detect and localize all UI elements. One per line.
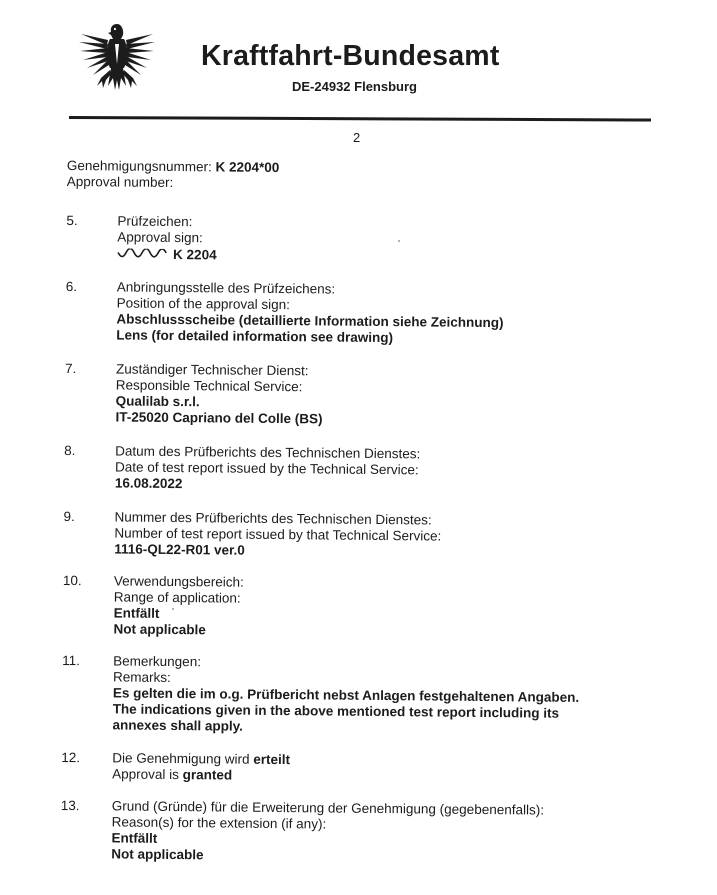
item-number: 12. (61, 749, 81, 766)
item-number: 6. (65, 278, 78, 295)
label-en: Approval sign: (117, 229, 203, 246)
value-line: Not applicable (111, 846, 204, 863)
item-7 (0, 360, 715, 427)
decision-de (112, 750, 290, 768)
decision-en-prefix: Approval is (112, 766, 183, 783)
label-en: Number of test report issued by that Technical Service: (114, 525, 442, 544)
item-11 (0, 652, 712, 734)
item-number: 7. (64, 360, 77, 377)
decision-en-value: granted (182, 767, 233, 783)
value-line: 16.08.2022 (114, 475, 183, 492)
label-de: Verwendungsbereich: (113, 573, 244, 590)
label-de: Datum des Prüfberichts des Technischen Dienstes: (115, 443, 421, 462)
item-content (116, 279, 504, 347)
label-de: Zuständiger Technischer Dienst: (115, 361, 309, 379)
value-line: Qualilab s.r.l. (115, 393, 200, 410)
label-en: Reason(s) for the extension (if any): (111, 814, 327, 832)
item-content (115, 361, 323, 427)
item-number: 9. (63, 508, 75, 525)
label-en: Position of the approval sign: (116, 295, 291, 313)
approval-number-label-en: Approval number: (66, 173, 174, 190)
approval-number-block (67, 158, 280, 192)
value-line: Entfällt (111, 830, 158, 846)
value-line: The indications given in the above mentioned test report including its (112, 701, 560, 721)
decision-de-value: erteilt (253, 751, 291, 768)
item-12 (0, 749, 711, 783)
item-content (115, 443, 421, 494)
page-number: 2 (353, 130, 361, 145)
scan-speck (398, 240, 400, 242)
value-line: Lens (for detailed information see drawing) (116, 327, 394, 346)
approval-sign (117, 245, 217, 263)
value-line: Es gelten die im o.g. Prüfbericht nebst Anlagen festgehaltenen Angaben. (112, 685, 580, 705)
decision-en (112, 766, 290, 784)
value-line: annexes shall apply. (112, 717, 243, 734)
item-6 (0, 278, 716, 346)
item-10 (0, 572, 713, 638)
value-line: Not applicable (113, 621, 206, 638)
item-content (117, 213, 217, 263)
label-de: Anbringungsstelle des Prüfzeichens: (116, 279, 336, 297)
item-number: 11. (62, 652, 81, 669)
label-en: Responsible Technical Service: (115, 377, 303, 395)
label-de: Prüfzeichen: (117, 213, 193, 230)
item-content (111, 798, 544, 866)
item-number: 5. (66, 212, 78, 229)
label-en: Date of test report issued by the Technical Service: (114, 459, 419, 478)
item-9 (0, 508, 714, 558)
scan-speck (172, 608, 174, 610)
item-number: 13. (60, 797, 80, 814)
item-content (112, 653, 579, 737)
label-de: Nummer des Prüfberichts des Technischen Dienstes: (114, 509, 432, 528)
item-13 (0, 797, 711, 863)
value-line: 1116-QL22-R01 ver.0 (114, 541, 245, 558)
value-line: Entfällt (113, 605, 160, 621)
item-number: 8. (64, 442, 76, 459)
value-line: IT-25020 Capriano del Colle (BS) (115, 409, 323, 427)
approval-number-label-de: Genehmigungsnummer: (66, 157, 212, 175)
item-number: 10. (62, 572, 82, 589)
label-en: Range of application: (113, 589, 241, 606)
agency-name: Kraftfahrt-Bundesamt (201, 40, 500, 72)
agency-address: DE-24932 Flensburg (292, 79, 417, 94)
item-8 (0, 442, 714, 492)
item-content (112, 750, 290, 784)
value-line: Abschlussscheibe (detaillierte Information siehe Zeichnung) (116, 311, 504, 331)
label-de: Bemerkungen: (113, 653, 202, 670)
item-content (113, 573, 243, 638)
item-content (114, 509, 441, 560)
decision-de-prefix: Die Genehmigung wird (112, 750, 254, 767)
approval-number-value: K 2204*00 (215, 159, 280, 176)
label-de: Grund (Gründe) für die Erweiterung der Genehmigung (gegebenenfalls): (111, 798, 545, 818)
wave-symbol-icon (117, 248, 169, 260)
label-en: Remarks: (112, 669, 171, 685)
approval-sign-value: K 2204 (173, 246, 217, 262)
item-5 (0, 212, 716, 262)
